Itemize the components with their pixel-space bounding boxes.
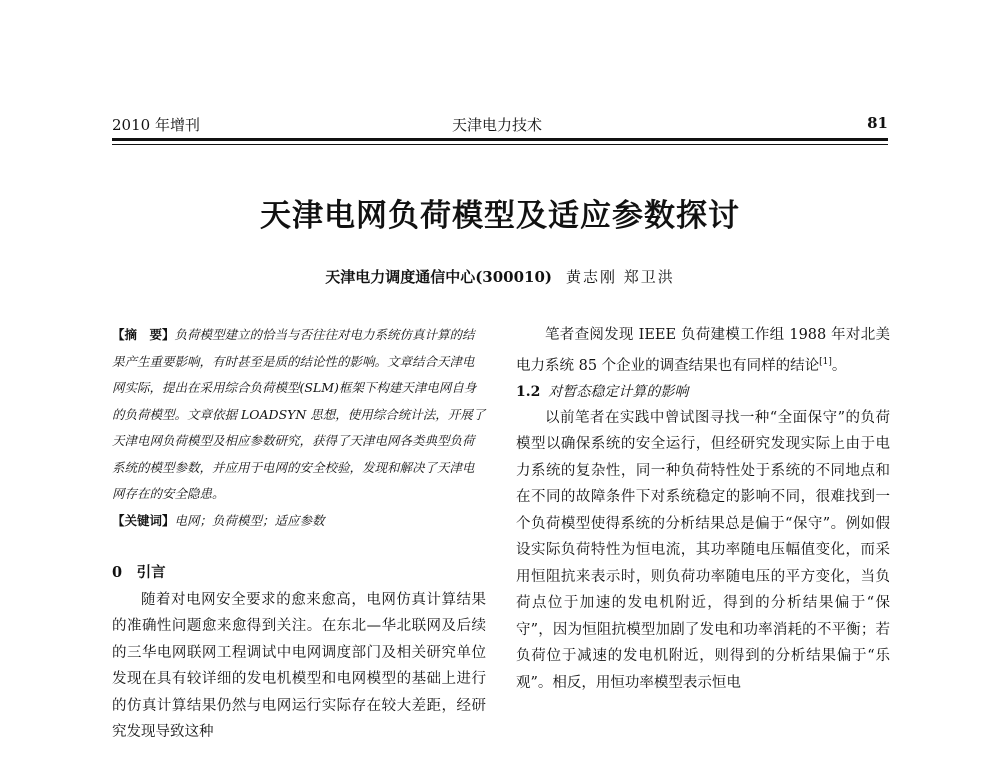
right-column bbox=[516, 322, 890, 696]
keywords-text: 电网；负荷模型；适应参数 bbox=[174, 512, 325, 528]
transient-paragraph: 以前笔者在实践中曾试图寻找一种“全面保守”的负荷模型以确保系统的安全运行，但经研究发现实际上由于电力系统的复杂性，同一种负荷特性处于系统的不同地点和在不同的故障条件下对系统稳定的影响不同，很难找到一个负荷模型使得系统的分析结果总是偏于“保守”。例如假设实际负荷特性为恒电流，其功率随电压幅值变化，而采用恒阻抗来表示时，则负荷功率随电压的平方变化，当负荷点位于加速的发电机附近，得到的分析结果偏于“保守”，因为恒阻抗模型加剧了发电和功率消耗的不平衡；若负荷位于减速的发电机附近，则得到的分析结果偏于“乐观”。相反，用恒功率模型表示恒电 bbox=[516, 409, 890, 691]
header-rule-thin bbox=[112, 144, 888, 145]
subsection-number: 1.2 bbox=[516, 383, 541, 400]
header-rule-thick bbox=[112, 138, 888, 141]
article-title: 天津电网负荷模型及适应参数探讨 bbox=[260, 198, 740, 234]
section-heading-intro: 0 引言 bbox=[112, 564, 166, 581]
continuation-end: 。 bbox=[831, 357, 847, 374]
continuation-text: 笔者查阅发现 IEEE 负荷建模工作组 1988 年对北美电力系统 85 个企业的调查结果也有同样的结论 bbox=[516, 327, 890, 374]
keywords-label: 【关键词】 bbox=[112, 512, 175, 528]
author-names: 黄志刚 郑卫洪 bbox=[566, 268, 675, 286]
subsection-heading bbox=[516, 379, 890, 405]
journal-issue: 2010 年增刊 bbox=[112, 116, 200, 134]
running-header bbox=[112, 114, 888, 136]
citation-ref: [1] bbox=[819, 356, 832, 367]
left-column bbox=[112, 322, 486, 746]
author-line bbox=[0, 266, 1000, 287]
affiliation: 天津电力调度通信中心(300010) bbox=[325, 268, 553, 286]
abstract-text: 负荷模型建立的恰当与否往往对电力系统仿真计算的结果产生重要影响，有时甚至是质的结论性的影响。文章结合天津电网实际，提出在采用综合负荷模型(SLM)框架下构建天津电网自身的负荷模型。文章依据 LOADSYN 思想，使用综合统计法，开展了天津电网负荷模型及相应参数研究，获得了天津电网各类典型负荷系统的模型参数，并应用于电网的安全校验，发现和解决了天津电网存在的安全隐患。 bbox=[112, 327, 486, 501]
keywords bbox=[112, 508, 486, 535]
abstract-label: 【摘 要】 bbox=[112, 327, 175, 342]
intro-paragraph: 随着对电网安全要求的愈来愈高，电网仿真计算结果的准确性问题愈来愈得到关注。在东北—华北联网及后续的三华电网联网工程调试中电网调度部门及相关研究单位发现在具有较详细的发电机模型和电网模型的基础上进行的仿真计算结果仍然与电网运行实际存在较大差距，经研究发现导致这种 bbox=[112, 591, 486, 740]
page-number: 81 bbox=[867, 114, 888, 132]
subsection-title: 对暂态稳定计算的影响 bbox=[548, 383, 689, 400]
journal-name: 天津电力技术 bbox=[452, 116, 543, 134]
abstract bbox=[112, 322, 486, 508]
continuation-paragraph bbox=[516, 322, 890, 379]
